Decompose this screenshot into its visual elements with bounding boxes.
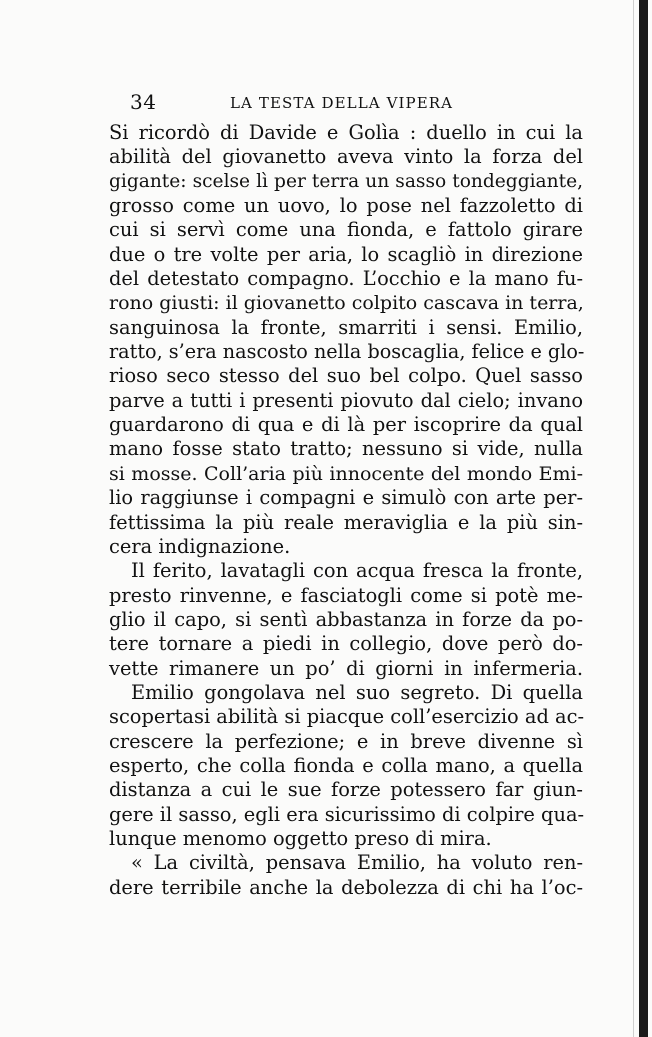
text-line: glio il capo, si sentì abbastanza in forze da po- <box>109 607 583 631</box>
text-line: distanza a cui le sue forze potessero far giun- <box>109 778 583 802</box>
text-line: due o tre volte per aria, lo scagliò in direzione <box>109 242 583 266</box>
text-line: Emilio gongolava nel suo segreto. Di quella <box>131 680 583 704</box>
text-line: ratto, s’era nascosto nella boscaglia, felice e glo- <box>109 340 585 364</box>
text-line: dere terribile anche la debolezza di chi ha l’oc- <box>109 875 583 899</box>
text-line: esperto, che colla fionda e colla mano, a quella <box>109 753 583 777</box>
text-line: crescere la perfezione; e in breve divenne sì <box>109 729 583 753</box>
text-line: tere tornare a piedi in collegio, dove però do- <box>109 632 583 656</box>
text-line: grosso come un uovo, lo pose nel fazzoletto di <box>109 194 583 218</box>
text-line: abilità del giovanetto aveva vinto la forza del <box>109 145 583 169</box>
text-line: si mosse. Coll’aria più innocente del mondo Emi- <box>109 462 583 485</box>
text-line: gere il sasso, egli era sicurissimo di colpire qua- <box>109 802 585 826</box>
page-edge-shadow <box>633 0 634 1037</box>
text-line: cera indignazione. <box>109 534 291 558</box>
page-edge-binding <box>639 0 648 1037</box>
text-line: lunque menomo oggetto preso di mira. <box>109 826 492 850</box>
text-line: rioso seco stesso del suo bel colpo. Quel sasso <box>109 364 583 388</box>
text-line: presto rinvenne, e fasciatogli come si potè me- <box>109 583 583 607</box>
page-number: 34 <box>130 90 157 114</box>
text-line: fettissima la più reale meraviglia e la più sin- <box>109 510 583 534</box>
text-line: del detestato compagno. L’occhio e la mano fu- <box>109 267 583 291</box>
text-line: guardarono di qua e di là per iscoprire da qual <box>109 413 583 437</box>
text-line: lio raggiunse i compagni e simulò con arte per- <box>109 486 583 510</box>
text-line: vette rimanere un po’ di giorni in infermeria. <box>109 656 583 680</box>
text-line: « La civiltà, pensava Emilio, ha voluto ren- <box>131 851 583 875</box>
page-header <box>0 89 652 115</box>
body-text <box>109 121 583 900</box>
running-title: LA TESTA DELLA VIPERA <box>230 94 454 112</box>
text-line: mano fosse stato tratto; nessuno si vide, nulla <box>109 437 583 461</box>
text-line: Il ferito, lavatagli con acqua fresca la fronte, <box>131 559 583 583</box>
text-line: scopertasi abilità si piacque coll’esercizio ad ac- <box>109 705 584 729</box>
text-line: rono giusti: il giovanetto colpito cascava in terra, <box>109 292 584 315</box>
text-line: sanguinosa la fronte, smarriti i sensi. Emilio, <box>109 315 583 339</box>
text-line: parve a tutti i presenti piovuto dal cielo; invano <box>109 388 583 412</box>
text-line: Si ricordò di Davide e Golìa : duello in cui la <box>109 121 583 144</box>
text-line: gigante: scelse lì per terra un sasso tondeggiante, <box>109 170 583 192</box>
text-line: cui si servì come una fionda, e fattolo girare <box>109 218 583 242</box>
